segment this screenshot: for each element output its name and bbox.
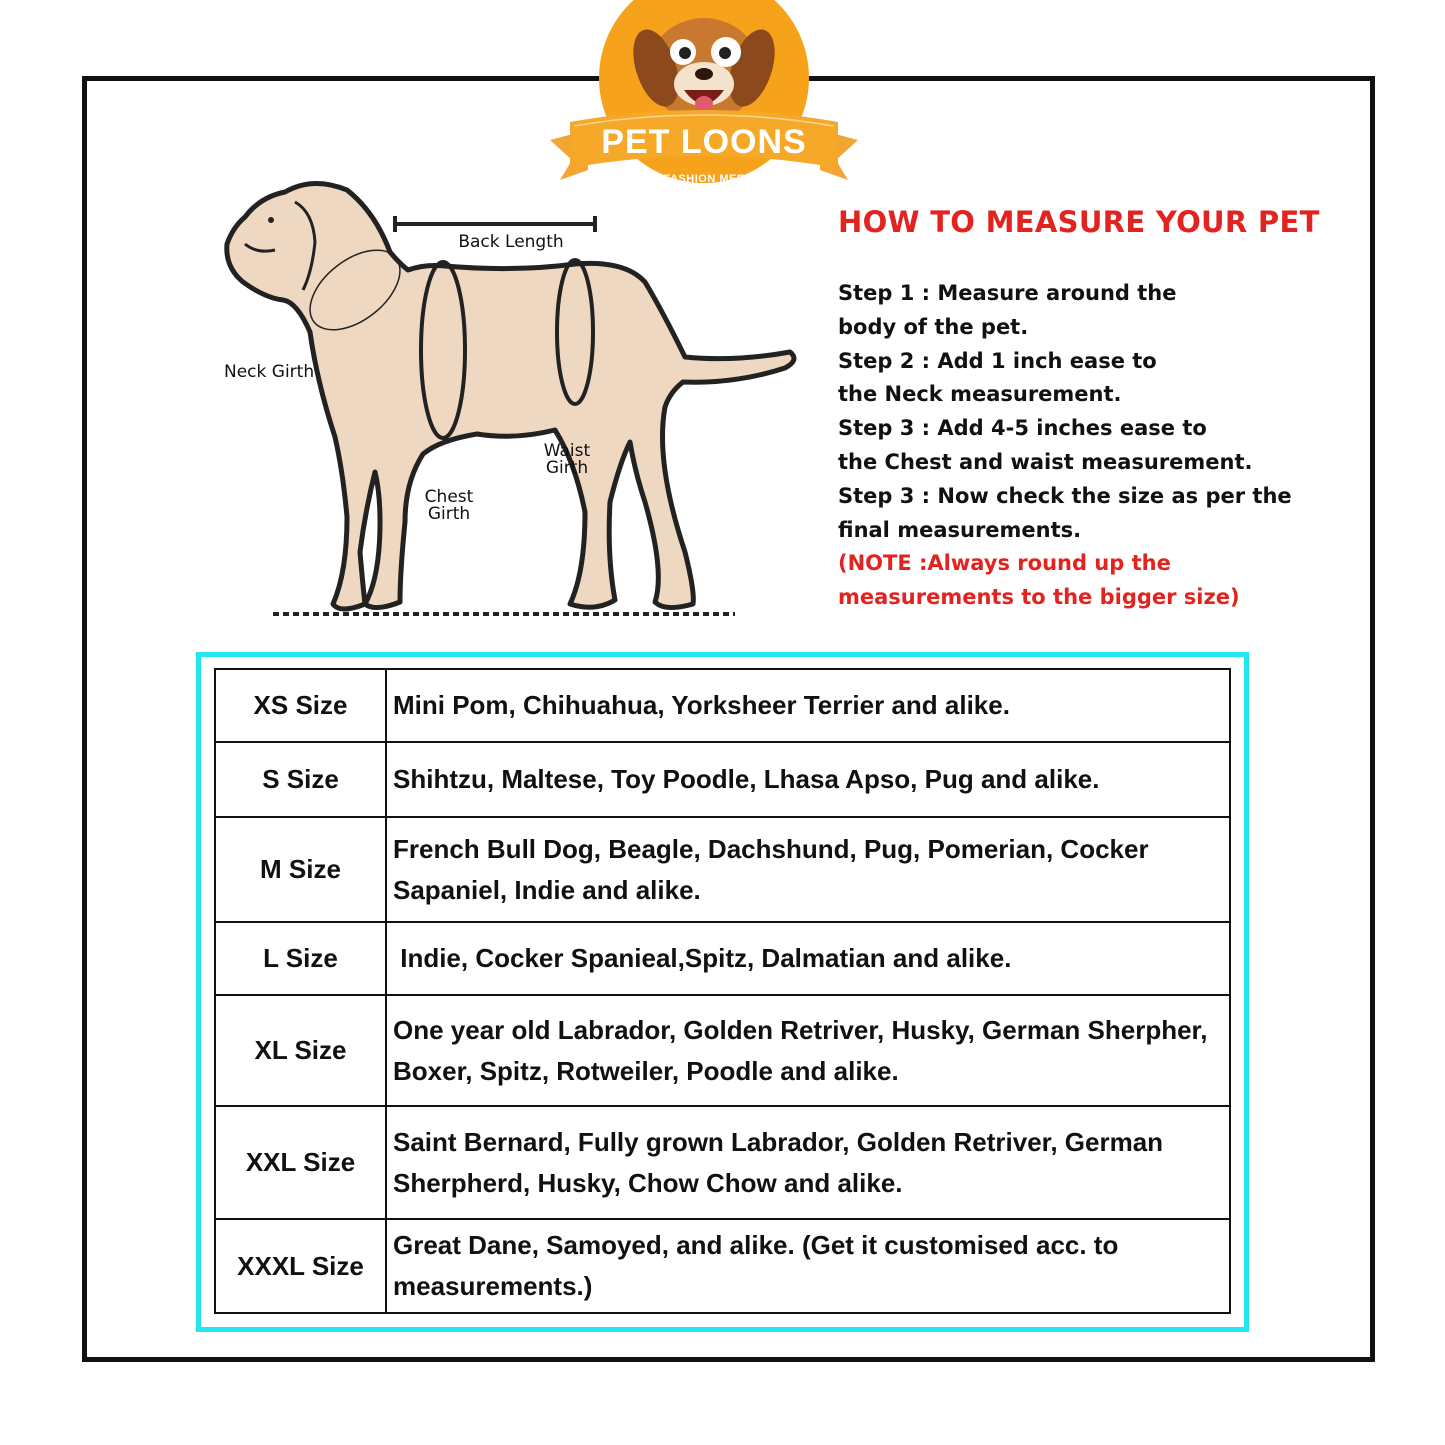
breeds-cell: Shihtzu, Maltese, Toy Poodle, Lhasa Apso, Pug and alike.: [386, 742, 1230, 817]
note-line: measurements to the bigger size): [838, 585, 1240, 610]
table-row: [215, 669, 1230, 742]
breeds-cell: One year old Labrador, Golden Retriver, Husky, German Sherpher, Boxer, Spitz, Rotweiler, Poodle and alike.: [386, 995, 1230, 1106]
breeds-cell: Indie, Cocker Spanieal,Spitz, Dalmatian and alike.: [386, 922, 1230, 995]
size-cell: XL Size: [215, 995, 386, 1106]
note-line: (NOTE :Always round up the: [838, 551, 1171, 576]
neck-girth-label: Neck Girth: [224, 362, 315, 382]
table-row: [215, 742, 1230, 817]
chest-girth-label-1: Chest: [424, 487, 474, 507]
table-row: [215, 1219, 1230, 1313]
breeds-cell: French Bull Dog, Beagle, Dachshund, Pug, Pomerian, Cocker Sapaniel, Indie and alike.: [386, 817, 1230, 922]
size-cell: L Size: [215, 922, 386, 995]
size-cell: M Size: [215, 817, 386, 922]
logo-brand-text: PET LOONS: [601, 123, 807, 161]
step-line: the Neck measurement.: [838, 382, 1122, 407]
step-line: Step 2 : Add 1 inch ease to: [838, 348, 1157, 373]
size-cell: S Size: [215, 742, 386, 817]
waist-girth-label-2: Girth: [545, 458, 589, 478]
size-cell: XS Size: [215, 669, 386, 742]
step-line: Step 1 : Measure around the: [838, 281, 1177, 305]
chest-girth-label-2: Girth: [427, 504, 471, 524]
table-row: [215, 1106, 1230, 1219]
breeds-cell: Great Dane, Samoyed, and alike. (Get it customised acc. to measurements.): [386, 1219, 1230, 1313]
measure-instructions: [838, 205, 1398, 615]
breeds-cell: Mini Pom, Chihuahua, Yorksheer Terrier and alike.: [386, 669, 1230, 742]
step-line: the Chest and waist measurement.: [838, 449, 1253, 474]
table-row: [215, 995, 1230, 1106]
step-line: Step 3 : Now check the size as per the: [838, 483, 1292, 508]
table-row: [215, 922, 1230, 995]
step-line: final measurements.: [838, 517, 1082, 542]
waist-girth-label-1: Waist: [543, 441, 591, 461]
dog-measurement-diagram: [215, 172, 805, 627]
table-row: [215, 817, 1230, 922]
size-chart-table: [214, 668, 1231, 1314]
size-cell: XXL Size: [215, 1106, 386, 1219]
logo-tagline-text: WHERE FASHION MEETS FUR!: [616, 173, 792, 185]
step-line: body of the pet.: [838, 314, 1029, 339]
breeds-cell: Saint Bernard, Fully grown Labrador, Golden Retriver, German Sherpherd, Husky, Chow Chow and alike.: [386, 1106, 1230, 1219]
step-line: Step 3 : Add 4-5 inches ease to: [838, 416, 1207, 441]
instructions-title: HOW TO MEASURE YOUR PET: [838, 205, 1320, 239]
size-cell: XXXL Size: [215, 1219, 386, 1313]
back-length-label: Back Length: [458, 232, 564, 252]
